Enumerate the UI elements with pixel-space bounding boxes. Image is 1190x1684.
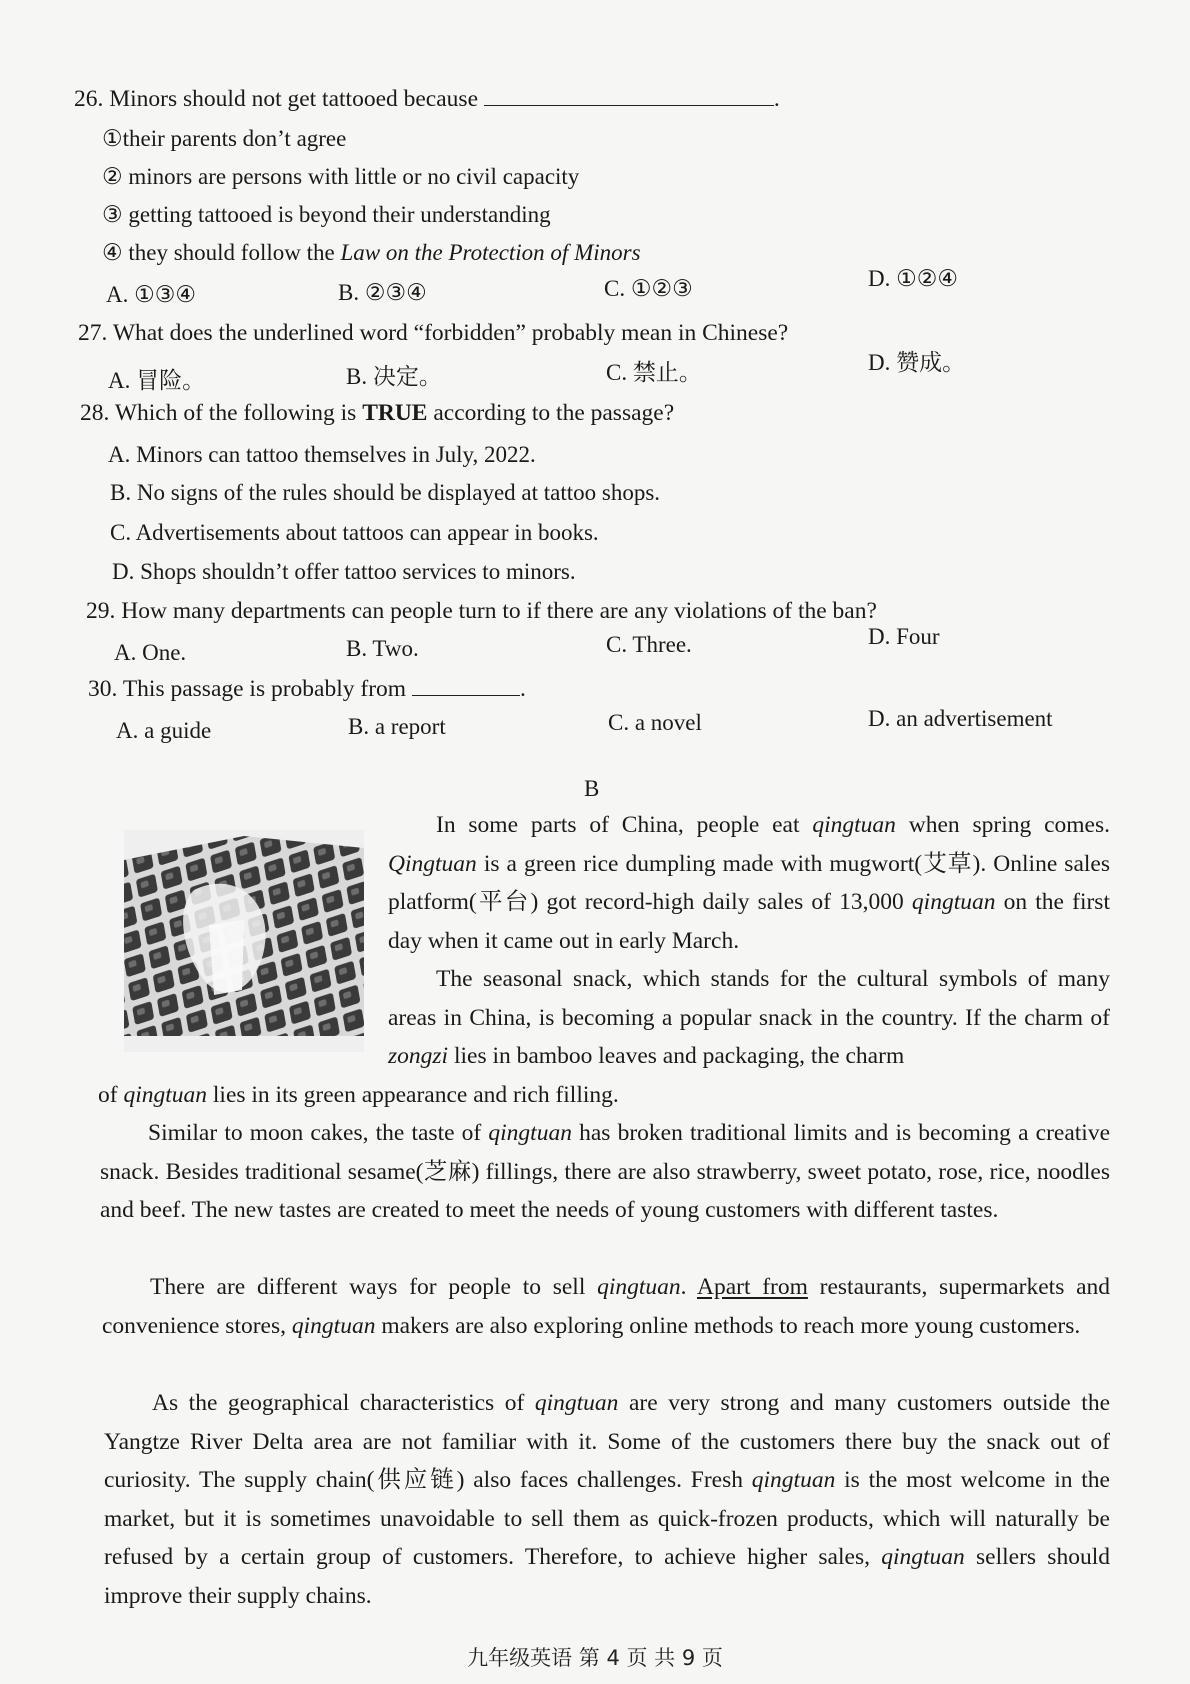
q26-option-c: C. ①②③ (604, 276, 693, 301)
q28-option-c: C. Advertisements about tattoos can appear in books. (110, 520, 599, 545)
q30-option-b: B. a report (348, 714, 446, 739)
qingtuan-photo-graphic (124, 830, 364, 1052)
q27-option-d: D. 赞成。 (868, 350, 966, 375)
q26-stem-end: . (773, 86, 780, 112)
q29-stem: 29. How many departments can people turn to if there are any violations of the ban? (86, 598, 877, 624)
qingtuan-photo (124, 830, 364, 1052)
q28-stem (80, 398, 674, 428)
q27-option-a: A. 冒险。 (108, 368, 206, 393)
q28-option-d: D. Shops shouldn’t offer tattoo services to minors. (112, 559, 576, 584)
q26-law-title: Law on the Protection of Minors (340, 240, 641, 265)
passage-paragraph-3: Similar to moon cakes, the taste of qingtuan has broken traditional limits and is becoming a creative snack. Besides traditional sesame(芝麻) fillings, there are also strawberry, sweet potato, rose, rice, noodles and beef. The new tastes are created to meet the needs of young customers with different tastes. (100, 1120, 1110, 1224)
q26-stem-text: 26. Minors should not get tattooed because (74, 86, 478, 112)
q29-option-a: A. One. (114, 640, 187, 665)
passage-paragraph-2-cont: of qingtuan lies in its green appearance and rich filling. (98, 1082, 619, 1108)
q30-option-d: D. an advertisement (868, 706, 1053, 731)
q26-blank (484, 85, 774, 106)
q29-option-c: C. Three. (606, 632, 692, 657)
q27-option-c: C. 禁止。 (606, 360, 702, 385)
q29-option-b: B. Two. (346, 636, 419, 661)
q28-option-b: B. No signs of the rules should be displayed at tattoo shops. (110, 480, 661, 505)
q30-stem (88, 674, 526, 704)
q28-option-a: A. Minors can tattoo themselves in July, 2022. (108, 442, 536, 467)
q30-option-c: C. a novel (608, 710, 702, 735)
q30-option-a: A. a guide (116, 718, 212, 743)
q28-stem-bold: TRUE (362, 400, 428, 426)
q27-option-b: B. 决定。 (346, 364, 442, 389)
q26-item-1: ①their parents don’t agree (102, 126, 347, 151)
page-footer: 九年级英语 第 4 页 共 9 页 (467, 1646, 723, 1670)
q30-stem-end: . (519, 676, 526, 702)
q26-item-3: ③ getting tattooed is beyond their understanding (102, 202, 551, 227)
q30-blank (412, 675, 520, 696)
q26-item-4-text: ④ they should follow the (102, 240, 341, 265)
q29-option-d: D. Four (868, 624, 940, 649)
section-b-title: B (584, 776, 600, 801)
q26-stem (74, 84, 780, 114)
q26-option-d: D. ①②④ (868, 266, 958, 291)
q28-stem-post: according to the passage? (427, 400, 675, 426)
q28-stem-pre: 28. Which of the following is (80, 400, 363, 426)
passage-paragraph-4: There are different ways for people to sell qingtuan. Apart from restaurants, supermarkets and convenience stores, qingtuan makers are also exploring online methods to reach more young customers. (102, 1274, 1111, 1339)
q26-option-b: B. ②③④ (338, 280, 427, 305)
underlined-phrase: Apart from (696, 1274, 808, 1300)
q30-stem-text: 30. This passage is probably from (88, 676, 407, 702)
q26-item-4 (102, 238, 641, 268)
passage-paragraph-1: In some parts of China, people eat qingtuan when spring comes. Qingtuan is a green rice dumpling made with mugwort(艾草). Online sales platform(平台) got record-high daily sales of 13,000 qingtuan on the first day when it came out in early March. (388, 812, 1111, 954)
q26-option-a: A. ①③④ (106, 282, 196, 307)
passage-paragraph-5: As the geographical characteristics of qingtuan are very strong and many customers outside the Yangtze River Delta area are not familiar with it. Some of the customers there buy the snack out of curiosity. The supply chain(供应链) also faces challenges. Fresh qingtuan is the most welcome in the market, but it is sometimes unavoidable to sell them as quick-frozen products, which will naturally be refused by a certain group of customers. Therefore, to achieve higher sales, qingtuan sellers should improve their supply chains. (104, 1390, 1110, 1609)
passage-paragraph-2: The seasonal snack, which stands for the cultural symbols of many areas in China, is becoming a popular snack in the country. If the charm of zongzi lies in bamboo leaves and packaging, the charm (388, 966, 1110, 1070)
q27-stem: 27. What does the underlined word “forbidden” probably mean in Chinese? (78, 320, 789, 346)
q26-item-2: ② minors are persons with little or no civil capacity (102, 164, 580, 189)
